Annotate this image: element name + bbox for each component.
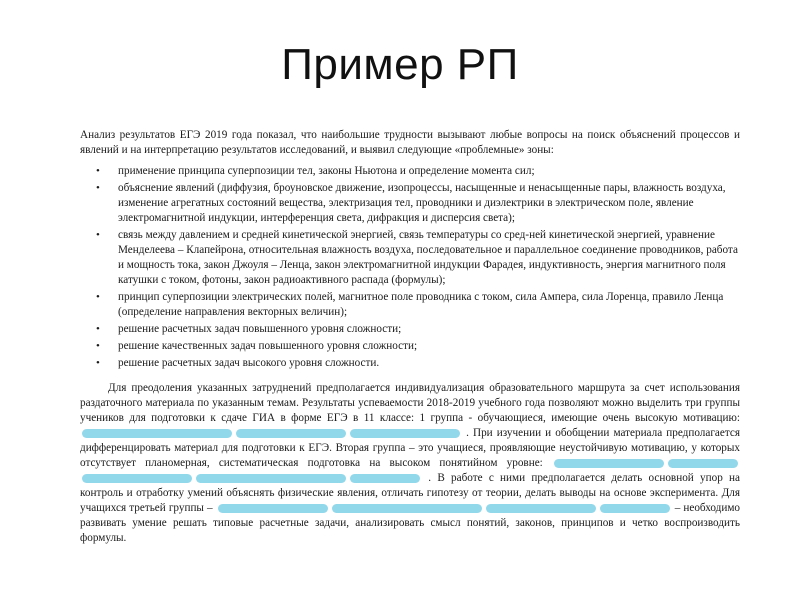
- intro-paragraph: Анализ результатов ЕГЭ 2019 года показал, что наибольшие трудности вызывают любые вопросы на поиск объяснений процессов и явлений и на интерпретацию результатов исследований, и выявил следующие «проблемные» зоны:: [80, 129, 740, 156]
- redacted-names: [196, 474, 346, 483]
- redacted-names: [600, 504, 670, 513]
- list-item: • принцип суперпозиции электрических полей, магнитное поле проводника с током, сила Ампера, сила Лоренца, правило Ленца (определение направления векторных величин);: [80, 290, 740, 320]
- redacted-names: [350, 429, 460, 438]
- groups-paragraph: [80, 381, 740, 546]
- slide-title: Пример РП: [281, 40, 519, 89]
- redacted-names: [236, 429, 346, 438]
- redacted-names: [218, 504, 328, 513]
- list-item: • объяснение явлений (диффузия, броуновское движение, изопроцессы, насыщенные и ненасыщенные пары, влажность воздуха, изменение агрегатных состояний вещества, электризация тел, проводники и диэлектрики в электрическом поле, явление электромагнитной индукции, интерференция света, дифракция и дисперсия света);: [80, 181, 740, 226]
- redacted-names: [82, 429, 232, 438]
- redacted-names: [350, 474, 420, 483]
- redacted-names: [82, 474, 192, 483]
- list-item: • решение качественных задач повышенного уровня сложности;: [80, 339, 740, 354]
- list-item: • применение принципа суперпозиции тел, законы Ньютона и определение момента сил;: [80, 164, 740, 179]
- paragraph-text: . В работе с ними предполагается делать основной упор на контроль и отработку умений объяснять физические явления, отличать гипотезу от теории, делать выводы на основе эксперимента. Для учащихся третьей группы –: [80, 472, 741, 514]
- redacted-names: [486, 504, 596, 513]
- paragraph-text: Для преодоления указанных затруднений предполагается индивидуализация образовательного маршрута за счет использования раздаточного материала по указанным темам. Результаты успеваемости 2018-2019 учебного года позволяют можно выделить три группы учеников для подготовки к сдаче ГИА в форме ЕГЭ в 11 классе: 1 группа - обучающиеся, имеющие очень высокую мотивацию:: [80, 382, 740, 424]
- redacted-names: [668, 459, 738, 468]
- redacted-names: [332, 504, 482, 513]
- paragraph-text: – необходимо развивать умение решать типовые расчетные задачи, анализировать смысл понятий, законов, принципов и четко воспроизводить формулы.: [80, 502, 740, 544]
- paragraph-text: . При изучении и обобщении материала предполагается дифференцировать материал для подготовки к ЕГЭ. Вторая группа – это учащиеся, проявляющие неустойчивую мотивацию, у которых отсутствует планомерная, систематическая подготовка на высоком понятийном уровне:: [80, 427, 740, 469]
- document-excerpt: [80, 128, 740, 546]
- list-item: • связь между давлением и средней кинетической энергией, связь температуры со сред-ней кинетической энергией, уравнение Менделеева – Клапейрона, относительная влажность воздуха, последовательное и параллельное соединение проводников, работа и мощность тока, закон Джоуля – Ленца, закон электромагнитной индукции Фарадея, индуктивность, энергия магнитного поля катушки с током, фотоны, закон радиоактивного распада (формулы);: [80, 228, 740, 288]
- list-item: • решение расчетных задач высокого уровня сложности.: [80, 356, 740, 371]
- list-item: • решение расчетных задач повышенного уровня сложности;: [80, 322, 740, 337]
- redacted-names: [554, 459, 664, 468]
- problem-zones-list: [80, 164, 740, 371]
